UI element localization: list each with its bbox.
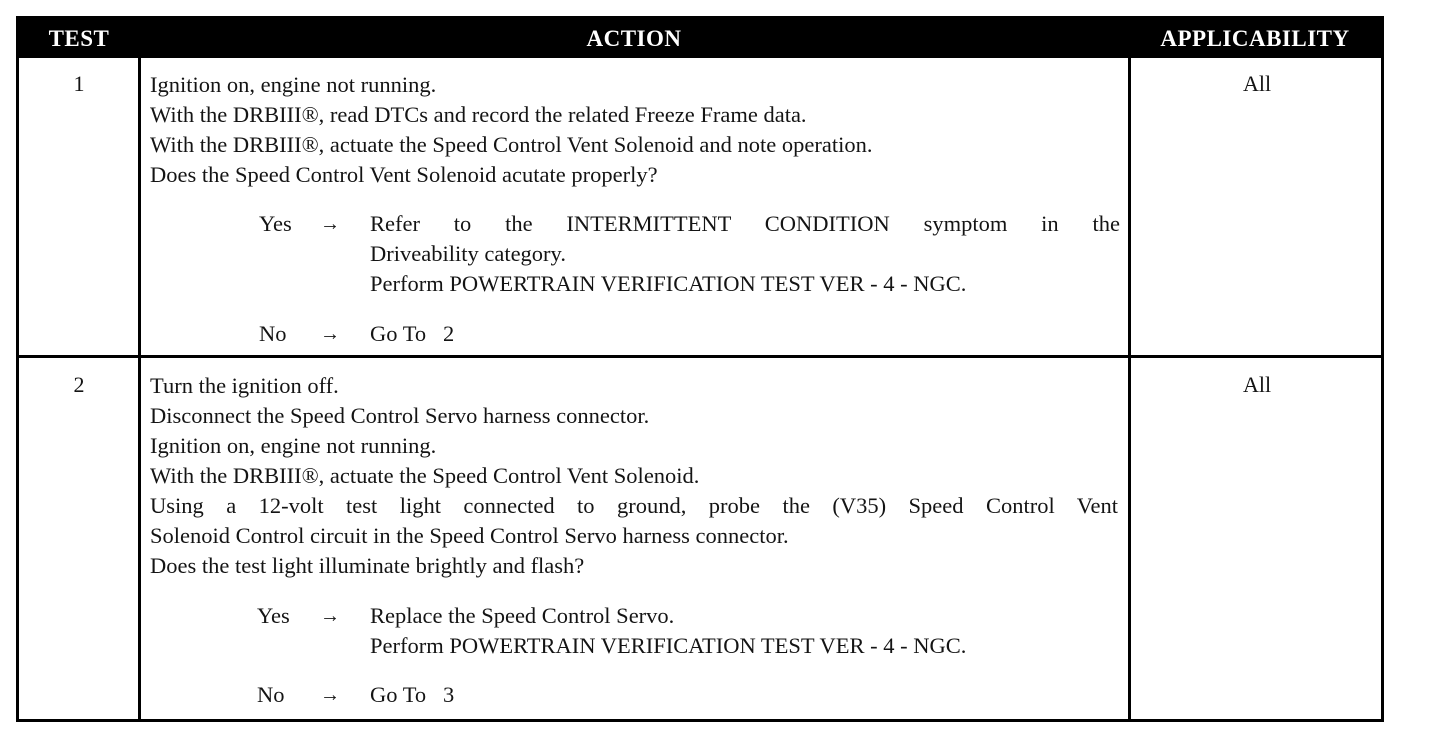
yes-result-line: Driveability category. [370,241,566,266]
yes-result-line: Refer to the INTERMITTENT CONDITION symptom in the [370,211,1120,236]
applicability-2: All [1242,372,1272,397]
diagnostic-test-table [16,16,1384,722]
action-line: Ignition on, engine not running. [150,433,437,458]
header-test: TEST [19,19,139,58]
header-action: ACTION [139,19,1129,58]
yes-result-line: Perform POWERTRAIN VERIFICATION TEST VER - 4 - NGC. [370,271,967,296]
no-label: No [259,321,287,346]
yes-result-line: Perform POWERTRAIN VERIFICATION TEST VER - 4 - NGC. [370,633,967,658]
test-number-2: 2 [73,372,85,397]
row-divider [19,355,1381,358]
action-line: Turn the ignition off. [150,373,339,398]
action-line: Solenoid Control circuit in the Speed Control Servo harness connector. [150,523,789,548]
no-result-line: Go To 2 [370,321,455,346]
action-line: Ignition on, engine not running. [150,72,437,97]
action-line: With the DRBIII®, actuate the Speed Control Vent Solenoid. [150,463,700,488]
header-applicability: APPLICABILITY [1129,19,1381,58]
right-arrow-icon: → [320,323,340,345]
action-line: Does the Speed Control Vent Solenoid acutate properly? [150,162,658,187]
right-arrow-icon: → [320,684,340,706]
no-result-line: Go To 3 [370,682,455,707]
test-number-1: 1 [73,71,85,96]
action-line: With the DRBIII®, read DTCs and record the related Freeze Frame data. [150,102,807,127]
right-arrow-icon: → [320,605,340,627]
action-line: Disconnect the Speed Control Servo harness connector. [150,403,650,428]
yes-result-line: Replace the Speed Control Servo. [370,603,675,628]
no-label: No [257,682,285,707]
yes-label: Yes [257,603,290,628]
applicability-1: All [1242,71,1272,96]
yes-label: Yes [259,211,292,236]
action-line: With the DRBIII®, actuate the Speed Control Vent Solenoid and note operation. [150,132,873,157]
right-arrow-icon: → [320,213,340,235]
action-line: Does the test light illuminate brightly and flash? [150,553,585,578]
action-line: Using a 12-volt test light connected to ground, probe the (V35) Speed Control Vent [150,493,1118,518]
